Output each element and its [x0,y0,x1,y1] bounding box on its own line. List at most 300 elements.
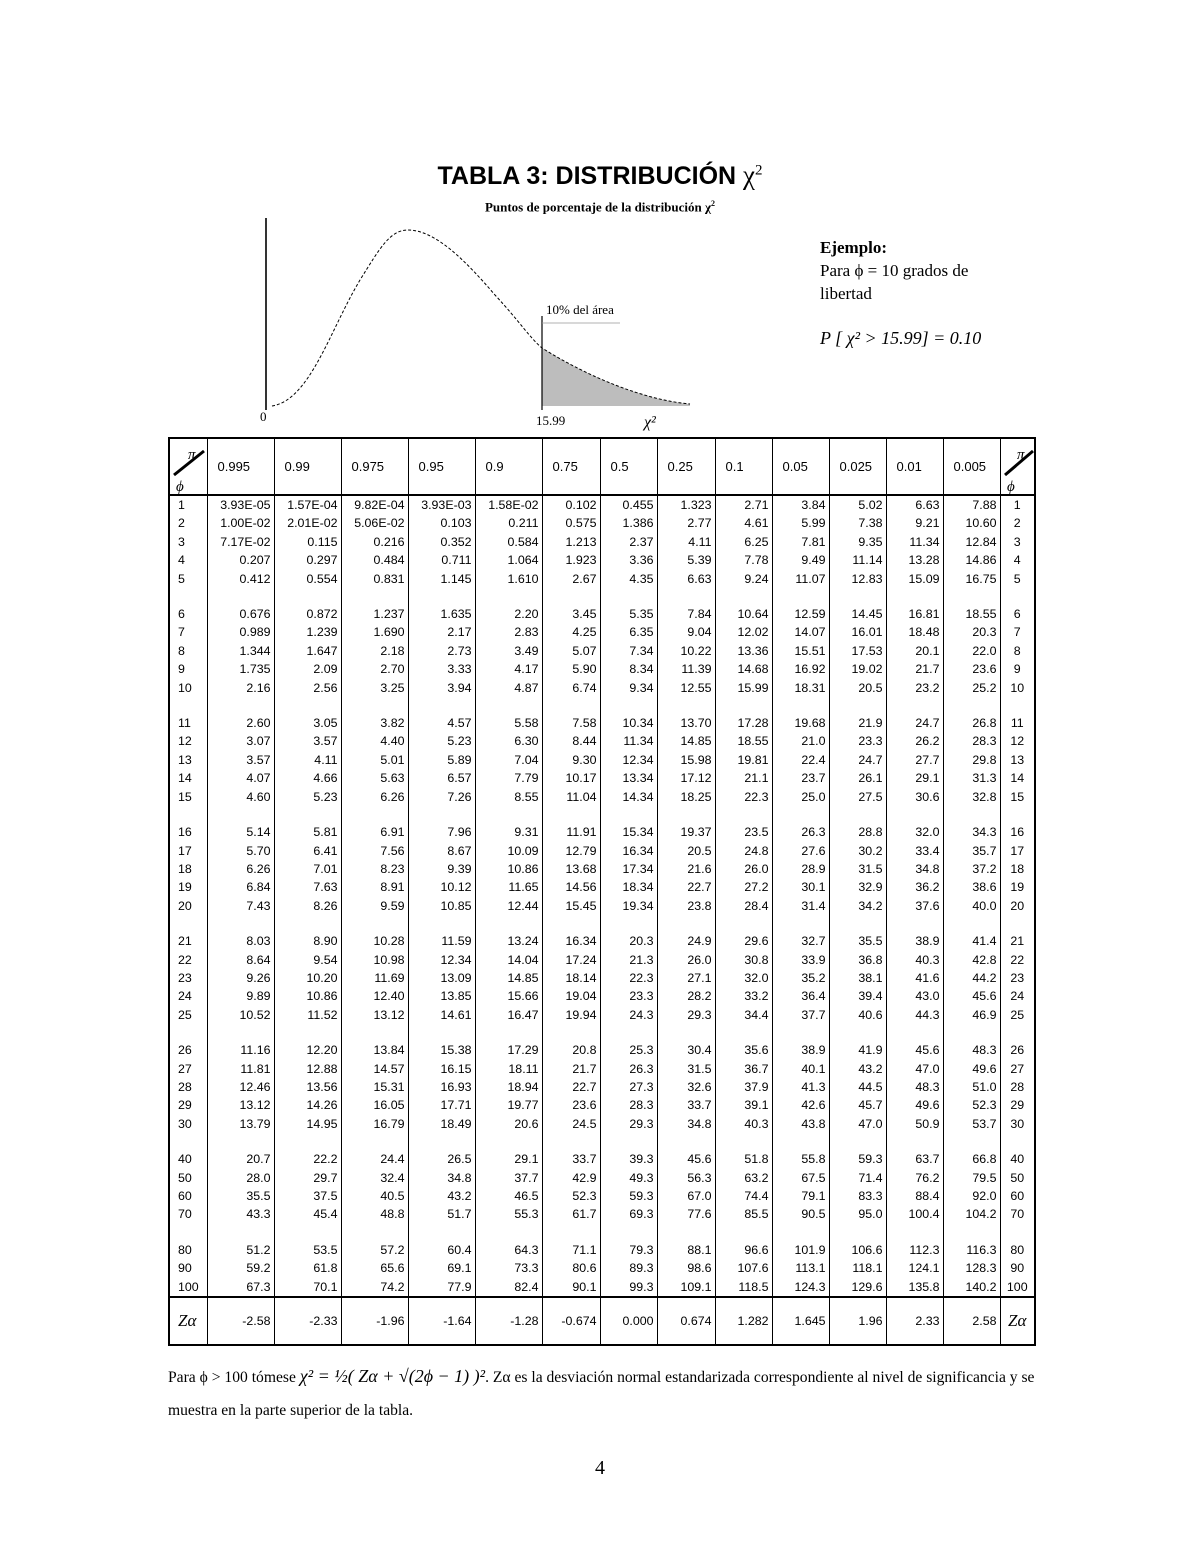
table-cell: 38.1 [829,969,886,987]
table-cell: 22.2 [274,1150,341,1168]
table-cell: 20.3 [600,932,657,950]
table-cell: 16.01 [829,623,886,641]
table-cell: 19.04 [542,987,600,1005]
table-cell: 106.6 [829,1241,886,1259]
table-cell: 10.17 [542,769,600,787]
table-cell: 22.7 [657,878,715,896]
table-cell: 7.56 [341,842,408,860]
group-spacer-row [169,1024,1035,1041]
df-label-right: 3 [1000,533,1035,551]
table-cell: 31.5 [829,860,886,878]
table-cell: 35.5 [829,932,886,950]
table-cell: 67.0 [657,1187,715,1205]
table-cell: 51.0 [943,1078,1000,1096]
df-label-right: 25 [1000,1006,1035,1024]
table-cell: 18.55 [943,605,1000,623]
table-cell: 31.5 [657,1060,715,1078]
table-cell: 15.38 [408,1041,475,1059]
table-cell: 27.3 [600,1078,657,1096]
table-cell: 96.6 [715,1241,772,1259]
table-cell: 29.3 [657,1006,715,1024]
table-cell: 34.8 [657,1115,715,1133]
spacer-cell [715,915,772,932]
table-cell: 17.12 [657,769,715,787]
table-row [169,533,1035,551]
spacer-cell [408,915,475,932]
table-cell: 3.93E-05 [207,495,274,514]
table-cell: 71.1 [542,1241,600,1259]
table-cell: 34.4 [715,1006,772,1024]
df-label: 16 [169,823,207,841]
df-label: 90 [169,1259,207,1277]
table-cell: 8.26 [274,897,341,915]
spacer-cell [829,588,886,605]
spacer-cell [341,1024,408,1041]
df-label: 60 [169,1187,207,1205]
table-cell: 38.9 [886,932,943,950]
table-cell: 19.77 [475,1096,542,1114]
spacer-cell [600,588,657,605]
table-cell: 7.79 [475,769,542,787]
table-cell: 27.5 [829,788,886,806]
table-cell: 45.6 [886,1041,943,1059]
table-cell: 49.6 [943,1060,1000,1078]
table-cell: 5.01 [341,751,408,769]
table-cell: 5.90 [542,660,600,678]
spacer-cell [1000,697,1035,714]
table-cell: 53.7 [943,1115,1000,1133]
z-alpha-cell: -2.33 [274,1297,341,1345]
table-cell: 2.73 [408,642,475,660]
df-label: 3 [169,533,207,551]
spacer-cell [341,806,408,823]
table-cell: 10.09 [475,842,542,860]
spacer-cell [715,588,772,605]
table-cell: 18.31 [772,679,829,697]
table-cell: 40.3 [886,951,943,969]
z-alpha-cell: -0.674 [542,1297,600,1345]
spacer-cell [657,1024,715,1041]
table-cell: 26.3 [600,1060,657,1078]
spacer-cell [829,806,886,823]
table-cell: 11.34 [886,533,943,551]
table-cell: 59.2 [207,1259,274,1277]
origin-label: 0 [260,409,267,424]
table-cell: 70.1 [274,1278,341,1297]
df-label-right: 1 [1000,495,1035,514]
spacer-cell [341,588,408,605]
spacer-cell [829,1024,886,1041]
spacer-cell [772,1133,829,1150]
table-cell: 16.15 [408,1060,475,1078]
table-cell: 24.8 [715,842,772,860]
table-cell: 43.2 [408,1187,475,1205]
column-header: 0.1 [715,438,772,495]
example-heading: Ejemplo: [820,238,888,257]
table-cell: 124.3 [772,1278,829,1297]
table-cell: 12.88 [274,1060,341,1078]
table-cell: 20.3 [943,623,1000,641]
table-cell: 29.8 [943,751,1000,769]
table-cell: 43.2 [829,1060,886,1078]
table-row [169,987,1035,1005]
table-cell: 35.7 [943,842,1000,860]
table-cell: 4.11 [274,751,341,769]
df-label-right: 23 [1000,969,1035,987]
table-cell: 12.83 [829,570,886,588]
table-cell: 29.7 [274,1169,341,1187]
footnote-suffix: . Zα es la desviación normal estandarizada correspondiente al nivel de significancia y se muestra en la parte superior de la tabla. [168,1369,1035,1419]
table-cell: 2.77 [657,514,715,532]
header-row [169,438,1035,495]
table-cell: 82.4 [475,1278,542,1297]
group-spacer-row [169,915,1035,932]
df-label-right: 2 [1000,514,1035,532]
spacer-cell [657,915,715,932]
table-cell: 33.2 [715,987,772,1005]
table-cell: 9.30 [542,751,600,769]
table-cell: 9.35 [829,533,886,551]
table-cell: 2.83 [475,623,542,641]
z-alpha-cell: 1.645 [772,1297,829,1345]
table-cell: 21.7 [886,660,943,678]
table-cell: 37.9 [715,1078,772,1096]
table-cell: 13.12 [207,1096,274,1114]
table-cell: 23.2 [886,679,943,697]
table-cell: 36.4 [772,987,829,1005]
corner-pi-label: π [1016,447,1025,463]
df-label: 1 [169,495,207,514]
spacer-cell [542,1133,600,1150]
table-cell: 12.40 [341,987,408,1005]
table-cell: 74.2 [341,1278,408,1297]
table-cell: 2.09 [274,660,341,678]
df-label-right: 12 [1000,732,1035,750]
table-cell: 1.323 [657,495,715,514]
table-cell: 2.16 [207,679,274,697]
corner-diagonal [1001,439,1036,494]
table-cell: 1.213 [542,533,600,551]
table-cell: 20.5 [657,842,715,860]
table-cell: 2.17 [408,623,475,641]
table-cell: 13.34 [600,769,657,787]
table-row [169,1115,1035,1133]
table-cell: 6.41 [274,842,341,860]
spacer-cell [475,588,542,605]
table-cell: 12.84 [943,533,1000,551]
table-cell: 44.5 [829,1078,886,1096]
table-cell: 5.07 [542,642,600,660]
table-cell: 5.70 [207,842,274,860]
spacer-cell [207,915,274,932]
table-cell: 10.22 [657,642,715,660]
table-cell: 1.647 [274,642,341,660]
df-label-right: 21 [1000,932,1035,950]
table-cell: 34.8 [886,860,943,878]
table-cell: 3.25 [341,679,408,697]
table-cell: 9.89 [207,987,274,1005]
table-cell: 7.81 [772,533,829,551]
df-label-right: 6 [1000,605,1035,623]
table-cell: 55.3 [475,1205,542,1223]
df-label-right: 7 [1000,623,1035,641]
df-label: 17 [169,842,207,860]
df-label: 11 [169,714,207,732]
table-cell: 2.71 [715,495,772,514]
table-cell: 39.3 [600,1150,657,1168]
table-cell: 45.7 [829,1096,886,1114]
table-cell: 7.63 [274,878,341,896]
df-label: 9 [169,660,207,678]
table-cell: 5.63 [341,769,408,787]
spacer-cell [475,1133,542,1150]
df-label: 20 [169,897,207,915]
table-cell: 43.8 [772,1115,829,1133]
table-cell: 18.14 [542,969,600,987]
table-cell: 12.20 [274,1041,341,1059]
table-cell: 13.56 [274,1078,341,1096]
table-cell: 59.3 [600,1187,657,1205]
spacer-cell [715,806,772,823]
table-cell: 25.0 [772,788,829,806]
table-cell: 1.58E-02 [475,495,542,514]
table-cell: 26.1 [829,769,886,787]
page-number: 4 [595,1457,605,1479]
table-cell: 29.6 [715,932,772,950]
table-cell: 6.84 [207,878,274,896]
table-cell: 4.87 [475,679,542,697]
table-cell: 53.5 [274,1241,341,1259]
table-cell: 43.0 [886,987,943,1005]
spacer-cell [1000,588,1035,605]
table-cell: 10.85 [408,897,475,915]
table-cell: 32.0 [715,969,772,987]
table-cell: 31.3 [943,769,1000,787]
table-row [169,1150,1035,1168]
df-label: 10 [169,679,207,697]
table-cell: 60.4 [408,1241,475,1259]
table-cell: 18.25 [657,788,715,806]
df-label: 7 [169,623,207,641]
table-cell: 43.3 [207,1205,274,1223]
table-cell: 16.34 [542,932,600,950]
table-cell: 42.8 [943,951,1000,969]
table-cell: 14.85 [475,969,542,987]
table-row [169,642,1035,660]
table-cell: 109.1 [657,1278,715,1297]
table-cell: 31.4 [772,897,829,915]
table-cell: 47.0 [829,1115,886,1133]
table-cell: 2.01E-02 [274,514,341,532]
corner-cell-right [1000,438,1035,495]
table-cell: 4.35 [600,570,657,588]
table-cell: 36.2 [886,878,943,896]
table-cell: 7.17E-02 [207,533,274,551]
table-row [169,751,1035,769]
table-cell: 8.64 [207,951,274,969]
table-cell: 46.9 [943,1006,1000,1024]
table-cell: 129.6 [829,1278,886,1297]
spacer-cell [207,1224,274,1241]
df-label: 23 [169,969,207,987]
column-header: 0.05 [772,438,829,495]
table-cell: 44.3 [886,1006,943,1024]
title-chi-symbol: χ [743,160,756,190]
table-cell: 14.26 [274,1096,341,1114]
df-label: 4 [169,551,207,569]
table-cell: 52.3 [943,1096,1000,1114]
table-cell: 67.3 [207,1278,274,1297]
table-cell: 0.584 [475,533,542,551]
table-cell: 28.9 [772,860,829,878]
z-alpha-cell: -2.58 [207,1297,274,1345]
table-row [169,1078,1035,1096]
page-title [0,160,1200,191]
table-cell: 27.7 [886,751,943,769]
subtitle-superscript: 2 [711,199,716,208]
spacer-cell [169,697,207,714]
table-cell: 0.831 [341,570,408,588]
table-cell: 0.102 [542,495,600,514]
table-cell: 37.6 [886,897,943,915]
table-cell: 135.8 [886,1278,943,1297]
table-cell: 14.86 [943,551,1000,569]
table-cell: 0.211 [475,514,542,532]
df-label: 5 [169,570,207,588]
table-cell: 12.44 [475,897,542,915]
table-row [169,679,1035,697]
table-cell: 33.9 [772,951,829,969]
spacer-cell [657,697,715,714]
table-cell: 22.3 [600,969,657,987]
table-cell: 18.94 [475,1078,542,1096]
spacer-cell [542,1024,600,1041]
table-cell: 5.81 [274,823,341,841]
table-cell: 0.455 [600,495,657,514]
spacer-cell [657,1224,715,1241]
table-cell: 20.8 [542,1041,600,1059]
df-label-right: 16 [1000,823,1035,841]
table-cell: 4.25 [542,623,600,641]
z-alpha-cell: 2.33 [886,1297,943,1345]
table-row [169,769,1035,787]
df-label: 30 [169,1115,207,1133]
table-cell: 128.3 [943,1259,1000,1277]
table-cell: 79.3 [600,1241,657,1259]
table-cell: 14.04 [475,951,542,969]
spacer-cell [715,1024,772,1041]
table-cell: 23.6 [943,660,1000,678]
table-cell: 9.24 [715,570,772,588]
table-cell: 16.34 [600,842,657,860]
table-row [169,660,1035,678]
table-cell: 26.2 [886,732,943,750]
df-label: 70 [169,1205,207,1223]
table-cell: 33.7 [542,1150,600,1168]
table-cell: 48.3 [943,1041,1000,1059]
table-cell: 22.3 [715,788,772,806]
df-label-right: 15 [1000,788,1035,806]
table-cell: 40.3 [715,1115,772,1133]
table-cell: 1.239 [274,623,341,641]
table-cell: 73.3 [475,1259,542,1277]
column-header: 0.995 [207,438,274,495]
table-row [169,1096,1035,1114]
table-cell: 41.9 [829,1041,886,1059]
table-cell: 0.575 [542,514,600,532]
table-row [169,570,1035,588]
table-cell: 0.989 [207,623,274,641]
table-cell: 5.06E-02 [341,514,408,532]
table-cell: 11.91 [542,823,600,841]
table-cell: 90.5 [772,1205,829,1223]
df-label-right: 22 [1000,951,1035,969]
table-cell: 23.8 [657,897,715,915]
table-cell: 3.49 [475,642,542,660]
spacer-cell [886,915,943,932]
df-label: 40 [169,1150,207,1168]
table-cell: 2.20 [475,605,542,623]
table-cell: 1.735 [207,660,274,678]
df-label: 26 [169,1041,207,1059]
table-cell: 36.8 [829,951,886,969]
x-axis-label: χ² [644,414,656,431]
table-row [169,932,1035,950]
df-label-right: 18 [1000,860,1035,878]
table-cell: 9.04 [657,623,715,641]
table-cell: 69.3 [600,1205,657,1223]
spacer-cell [657,1133,715,1150]
table-cell: 22.7 [542,1078,600,1096]
table-cell: 65.6 [341,1259,408,1277]
z-alpha-label: Zα [169,1297,207,1345]
df-label: 28 [169,1078,207,1096]
spacer-cell [1000,1133,1035,1150]
df-label: 2 [169,514,207,532]
column-header: 0.005 [943,438,1000,495]
df-label: 24 [169,987,207,1005]
table-row [169,878,1035,896]
table-cell: 0.554 [274,570,341,588]
table-cell: 0.216 [341,533,408,551]
df-label-right: 19 [1000,878,1035,896]
table-cell: 8.55 [475,788,542,806]
table-cell: 51.8 [715,1150,772,1168]
df-label: 100 [169,1278,207,1297]
table-cell: 30.4 [657,1041,715,1059]
spacer-cell [274,588,341,605]
spacer-cell [542,806,600,823]
table-cell: 116.3 [943,1241,1000,1259]
table-cell: 11.81 [207,1060,274,1078]
table-cell: 85.5 [715,1205,772,1223]
spacer-cell [715,697,772,714]
spacer-cell [829,915,886,932]
table-cell: 40.6 [829,1006,886,1024]
table-cell: 64.3 [475,1241,542,1259]
table-cell: 118.5 [715,1278,772,1297]
table-cell: 15.09 [886,570,943,588]
table-cell: 9.39 [408,860,475,878]
spacer-cell [772,1224,829,1241]
table-cell: 24.4 [341,1150,408,1168]
table-cell: 6.35 [600,623,657,641]
table-cell: 11.16 [207,1041,274,1059]
table-cell: 26.0 [657,951,715,969]
spacer-cell [341,1224,408,1241]
table-cell: 16.93 [408,1078,475,1096]
density-curve [272,230,690,406]
